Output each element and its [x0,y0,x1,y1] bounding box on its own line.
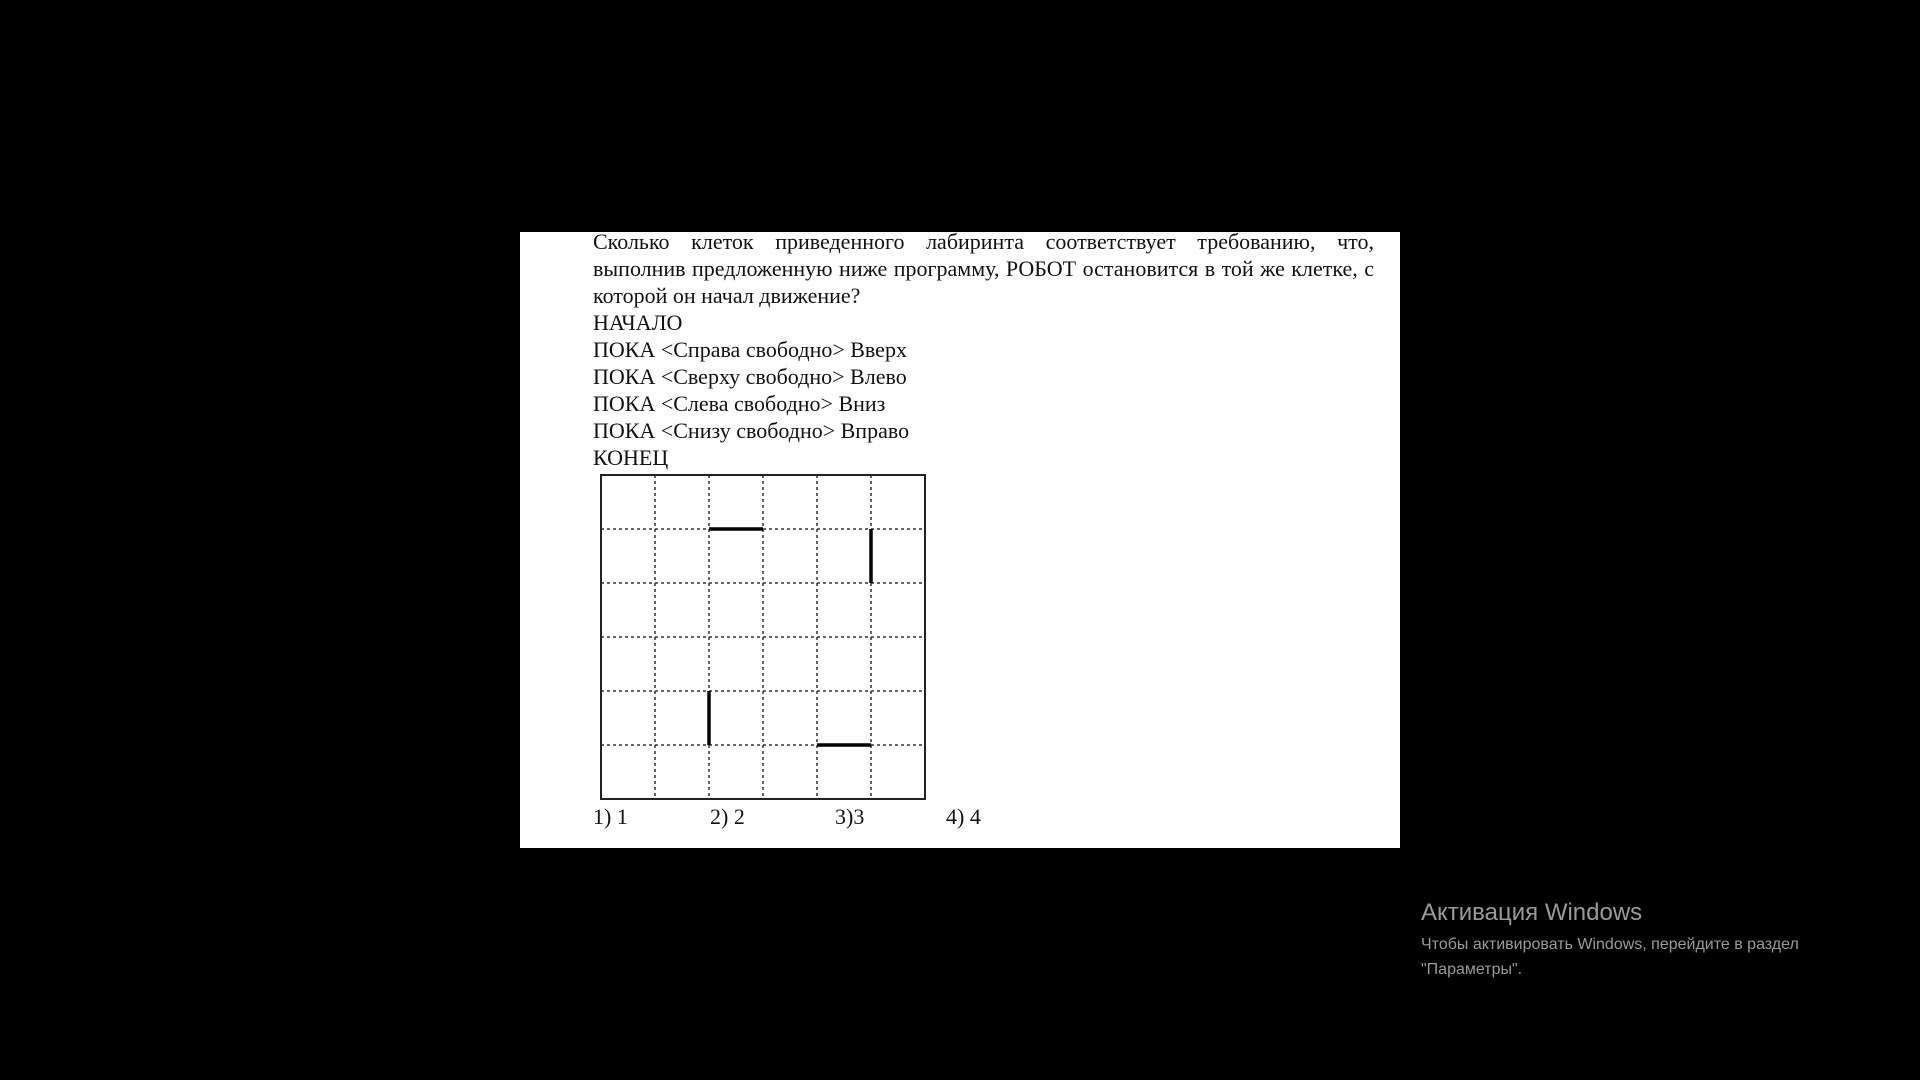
answer-option-4: 4) 4 [946,804,981,829]
program-line: ПОКА <Справа свободно> Вверх [593,337,907,362]
activation-title: Активация Windows [1421,899,1643,926]
windows-activation-watermark [1421,898,1901,982]
program-line: ПОКА <Сверху свободно> Влево [593,364,907,389]
program-line: ПОКА <Слева свободно> Вниз [593,391,886,416]
program-line: ПОКА <Снизу свободно> Вправо [593,418,910,443]
question-text: Сколько клеток приведенного лабиринта соответствует требованию, что, выполнив предложенную ниже программу, РОБОТ остановится в той же клетке, с которой он начал движение? [593,232,1374,308]
task-image [520,232,1400,848]
program-line: НАЧАЛО [593,310,683,335]
answer-option-3: 3)3 [835,804,865,829]
answer-option-1: 1) 1 [593,804,628,829]
program-line: КОНЕЦ [593,445,669,470]
answer-options [520,804,1400,834]
activation-message: Чтобы активировать Windows, перейдите в раздел "Параметры". [1421,936,1799,978]
task-text [593,232,1374,471]
answer-option-2: 2) 2 [710,804,745,829]
maze-grid [598,472,928,802]
maze-grid-lines [601,475,925,799]
